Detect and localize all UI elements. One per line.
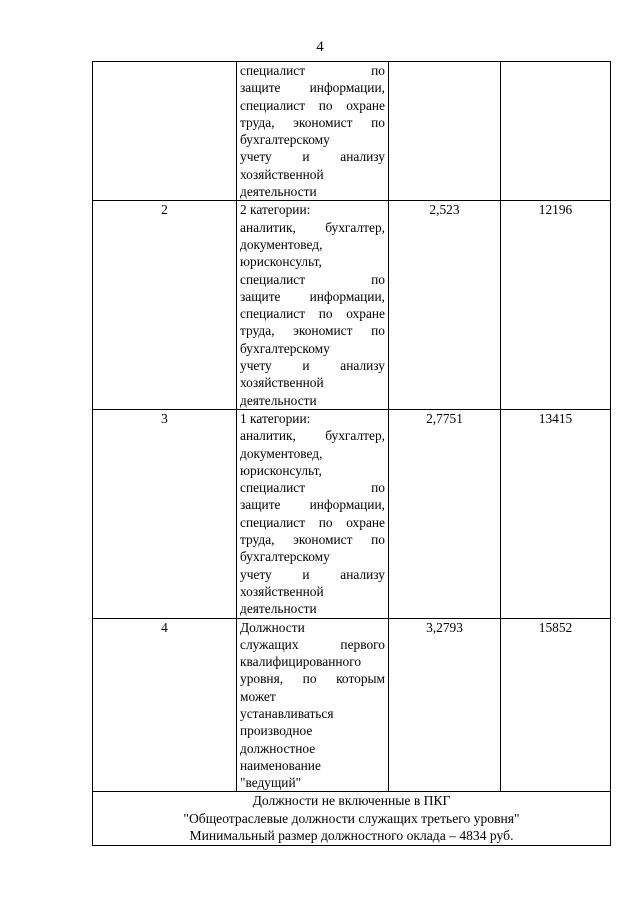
footer-line: Должности не включенные в ПКГ: [252, 793, 451, 809]
position-name-line: документовед,: [240, 445, 323, 461]
row-number-cell: 4: [93, 618, 237, 792]
position-name-line: бухгалтерскому: [240, 549, 330, 565]
position-name-line: служащих первого: [240, 636, 385, 652]
salary-table: [92, 61, 611, 846]
position-name-line: квалифицированного: [240, 654, 362, 670]
position-name-line: учету и анализу: [240, 566, 385, 582]
position-name-line: бухгалтерскому: [240, 340, 330, 356]
position-name-cell: [237, 618, 389, 792]
position-name-line: специалист по охране: [240, 514, 385, 530]
position-name-line: Должности: [240, 619, 305, 635]
position-name-line: труда, экономист по: [240, 323, 385, 339]
position-name-cell: [237, 409, 389, 618]
position-name-line: наименование: [240, 757, 321, 773]
footer-line: "Общеотраслевые должности служащих третьего уровня": [183, 810, 520, 826]
table-row: [93, 62, 611, 201]
position-name-line: деятельности: [240, 601, 317, 617]
position-name-line: уровня, по которым: [240, 671, 385, 687]
coefficient-cell: [389, 62, 501, 201]
position-name-line: специалист по: [240, 63, 385, 78]
footer-line: Минимальный размер должностного оклада – 4834 руб.: [189, 828, 514, 844]
position-name-line: специалист по: [240, 271, 385, 287]
position-name-line: юрисконсульт,: [240, 462, 322, 478]
position-name-line: защите информации,: [240, 80, 385, 96]
table-row: [93, 201, 611, 410]
salary-table-body: [93, 62, 611, 846]
position-name-line: специалист по охране: [240, 306, 385, 322]
position-name-line: "ведущий": [240, 775, 302, 791]
position-name-line: устанавливаться: [240, 705, 334, 721]
coefficient-cell: 2,523: [389, 201, 501, 410]
position-name-line: деятельности: [240, 392, 317, 408]
salary-cell: 12196: [501, 201, 611, 410]
row-number-cell: 2: [93, 201, 237, 410]
table-row: [93, 409, 611, 618]
salary-cell: 13415: [501, 409, 611, 618]
position-name-line: хозяйственной: [240, 583, 324, 599]
row-number-cell: 3: [93, 409, 237, 618]
position-name-line: труда, экономист по: [240, 532, 385, 548]
position-name-line: 1 категории:: [240, 410, 311, 426]
page-number: 4: [316, 39, 324, 55]
coefficient-cell: 2,7751: [389, 409, 501, 618]
position-name-line: хозяйственной: [240, 375, 324, 391]
coefficient-cell: 3,2793: [389, 618, 501, 792]
table-footer-row: [93, 792, 611, 846]
position-name-line: должностное: [240, 740, 316, 756]
position-name-line: документовед,: [240, 236, 323, 252]
table-footer-cell: [93, 792, 611, 846]
position-name-line: труда, экономист по: [240, 114, 385, 130]
salary-cell: [501, 62, 611, 201]
position-name-line: защите информации,: [240, 288, 385, 304]
position-name-line: защите информации,: [240, 497, 385, 513]
table-row: [93, 618, 611, 792]
salary-cell: 15852: [501, 618, 611, 792]
position-name-line: аналитик, бухгалтер,: [240, 428, 385, 444]
position-name-cell: [237, 62, 389, 201]
row-number-cell: [93, 62, 237, 201]
position-name-line: учету и анализу: [240, 358, 385, 374]
position-name-line: специалист по: [240, 480, 385, 496]
position-name-line: хозяйственной: [240, 166, 324, 182]
position-name-line: бухгалтерскому: [240, 132, 330, 148]
position-name-line: специалист по охране: [240, 97, 385, 113]
position-name-line: аналитик, бухгалтер,: [240, 219, 385, 235]
position-name-line: 2 категории:: [240, 202, 311, 218]
position-name-line: может: [240, 688, 276, 704]
position-name-line: деятельности: [240, 184, 317, 200]
position-name-line: производное: [240, 723, 313, 739]
position-name-cell: [237, 201, 389, 410]
position-name-line: учету и анализу: [240, 149, 385, 165]
position-name-line: юрисконсульт,: [240, 254, 322, 270]
